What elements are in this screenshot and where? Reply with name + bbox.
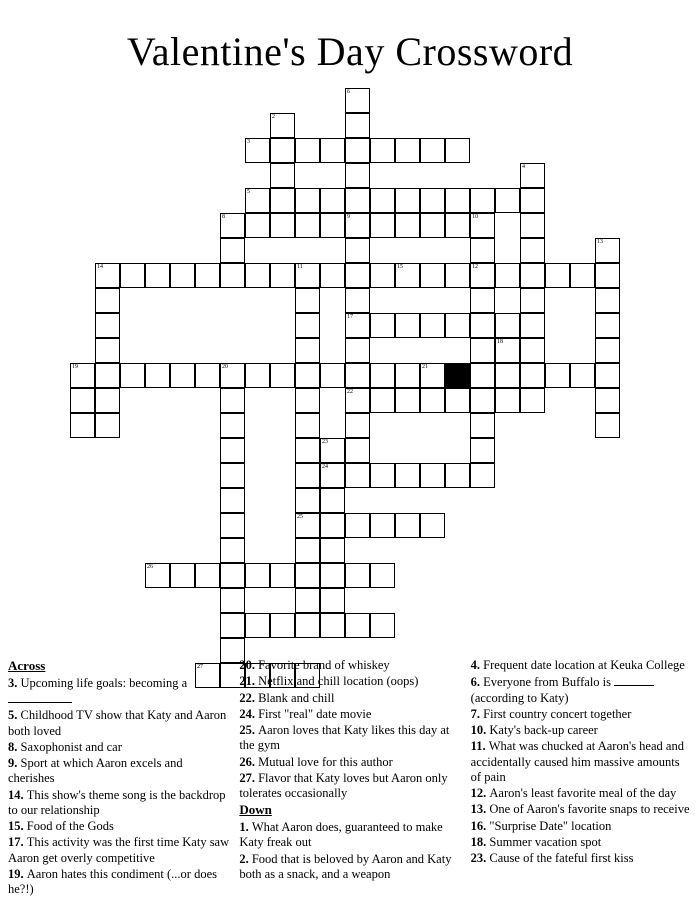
grid-cell[interactable]: [95, 338, 120, 363]
clue-blank: [614, 674, 654, 686]
clue-number: 13.: [470, 802, 490, 817]
grid-cell[interactable]: [345, 163, 370, 188]
grid-cell[interactable]: [370, 463, 395, 488]
clue-item: [239, 852, 460, 883]
grid-cell[interactable]: [195, 263, 220, 288]
clue-text: Food of the Gods: [26, 819, 114, 834]
grid-cell[interactable]: [145, 263, 170, 288]
grid-cell[interactable]: [95, 363, 120, 388]
grid-cell-number: 24: [322, 464, 328, 470]
clue-number: 9.: [8, 756, 21, 771]
clue-text: Saxophonist and car: [20, 739, 122, 754]
grid-cell[interactable]: [470, 363, 495, 388]
grid-cell[interactable]: [220, 588, 245, 613]
grid-cell[interactable]: [70, 413, 95, 438]
grid-cell[interactable]: [120, 263, 145, 288]
grid-cell[interactable]: [495, 363, 520, 388]
clue-item: [8, 676, 229, 708]
grid-cell[interactable]: [395, 263, 420, 288]
grid-cell-number: 22: [347, 389, 353, 395]
grid-cell-number: 9: [347, 214, 350, 220]
grid-cell[interactable]: [320, 438, 345, 463]
grid-cell[interactable]: [370, 363, 395, 388]
grid-cell[interactable]: [495, 188, 520, 213]
grid-cell[interactable]: [320, 613, 345, 638]
grid-cell[interactable]: [270, 263, 295, 288]
clue-item: [239, 707, 460, 722]
grid-cell[interactable]: [220, 438, 245, 463]
grid-cell-number: 14: [97, 264, 103, 270]
grid-cell-number: 23: [322, 439, 328, 445]
grid-cell[interactable]: [520, 238, 545, 263]
grid-cell[interactable]: [245, 563, 270, 588]
grid-cell[interactable]: [270, 163, 295, 188]
grid-cell[interactable]: [220, 538, 245, 563]
clue-item: [8, 819, 229, 834]
grid-cell[interactable]: [70, 363, 95, 388]
grid-cell[interactable]: [370, 188, 395, 213]
clue-column-2: [239, 658, 460, 898]
clue-text: Favorite brand of whiskey: [258, 658, 390, 672]
clue-text: Mutual love for this author: [258, 754, 393, 769]
clue-text: Everyone from Buffalo is: [483, 675, 615, 690]
grid-cell[interactable]: [270, 563, 295, 588]
grid-cell[interactable]: [320, 138, 345, 163]
grid-cell[interactable]: [595, 263, 620, 288]
grid-cell[interactable]: [520, 363, 545, 388]
clue-number: 26.: [239, 754, 259, 769]
grid-cell[interactable]: [345, 363, 370, 388]
grid-cell-blocked: [445, 363, 470, 388]
grid-cell[interactable]: [320, 538, 345, 563]
grid-cell[interactable]: [345, 313, 370, 338]
clue-text: Katy's back-up career: [489, 723, 598, 737]
clue-number: 7.: [470, 706, 484, 721]
grid-cell-number: 27: [197, 664, 203, 670]
grid-cell[interactable]: [245, 138, 270, 163]
grid-cell[interactable]: [345, 388, 370, 413]
grid-cell[interactable]: [295, 413, 320, 438]
grid-cell[interactable]: [495, 338, 520, 363]
grid-cell[interactable]: [320, 488, 345, 513]
grid-cell[interactable]: [370, 313, 395, 338]
grid-cell[interactable]: [320, 188, 345, 213]
grid-cell-number: 2: [272, 114, 275, 120]
clue-number: 6.: [470, 675, 484, 690]
clue-number: 19.: [8, 866, 27, 881]
grid-cell[interactable]: [345, 613, 370, 638]
grid-cell-number: 15: [397, 264, 403, 270]
grid-cell[interactable]: [370, 388, 395, 413]
grid-cell[interactable]: [520, 388, 545, 413]
grid-cell[interactable]: [445, 188, 470, 213]
grid-cell[interactable]: [220, 463, 245, 488]
grid-cell[interactable]: [345, 88, 370, 113]
grid-cell-number: 6: [347, 89, 350, 95]
clue-item: [471, 835, 692, 850]
clue-item: [8, 708, 229, 739]
clue-number: 16.: [470, 818, 490, 833]
grid-cell[interactable]: [520, 163, 545, 188]
grid-cell-number: 4: [522, 164, 525, 170]
grid-cell[interactable]: [595, 338, 620, 363]
grid-cell[interactable]: [470, 263, 495, 288]
clue-number: 14.: [8, 787, 27, 802]
clue-number: 25.: [239, 723, 259, 737]
clue-text: First "real" date movie: [258, 706, 372, 721]
grid-cell[interactable]: [220, 238, 245, 263]
grid-cell[interactable]: [470, 238, 495, 263]
clue-number: 10.: [470, 723, 490, 737]
grid-cell-number: 3: [247, 139, 250, 145]
clue-text: What was chucked at Aaron's head and accidentally caused him massive amounts of pain: [470, 739, 684, 784]
grid-cell-number: 10: [472, 214, 478, 220]
grid-cell[interactable]: [395, 513, 420, 538]
clue-item: [471, 786, 692, 801]
grid-cell[interactable]: [295, 263, 320, 288]
clue-number: 21.: [239, 674, 259, 689]
clue-item: [471, 707, 692, 722]
grid-cell[interactable]: [270, 138, 295, 163]
grid-cell-number: 5: [247, 189, 250, 195]
clue-text: Aaron hates this condiment (...or does he?!): [8, 866, 217, 897]
grid-cell[interactable]: [420, 263, 445, 288]
grid-cell[interactable]: [420, 313, 445, 338]
grid-cell[interactable]: [345, 113, 370, 138]
clue-number: 23.: [470, 851, 490, 865]
clue-number: 17.: [8, 835, 27, 850]
clue-item: [239, 691, 460, 706]
across-heading: Across: [8, 658, 46, 673]
grid-cell[interactable]: [195, 563, 220, 588]
grid-cell[interactable]: [245, 213, 270, 238]
grid-cell[interactable]: [495, 313, 520, 338]
grid-cell[interactable]: [320, 563, 345, 588]
grid-cell[interactable]: [345, 138, 370, 163]
grid-cell[interactable]: [520, 338, 545, 363]
grid-cell[interactable]: [270, 113, 295, 138]
grid-cell[interactable]: [295, 613, 320, 638]
grid-cell[interactable]: [395, 188, 420, 213]
clue-text: Frequent date location at Keuka College: [483, 658, 685, 672]
grid-cell[interactable]: [570, 263, 595, 288]
grid-cell[interactable]: [545, 263, 570, 288]
grid-cell[interactable]: [420, 463, 445, 488]
grid-cell[interactable]: [395, 463, 420, 488]
grid-cell[interactable]: [320, 213, 345, 238]
grid-cell-number: 26: [147, 564, 153, 570]
clue-text: Netflix and chill location (oops): [258, 674, 419, 689]
grid-cell[interactable]: [420, 513, 445, 538]
grid-cell-number: 25: [297, 514, 303, 520]
grid-cell[interactable]: [520, 263, 545, 288]
clue-number: 18.: [470, 834, 490, 849]
grid-cell[interactable]: [470, 438, 495, 463]
grid-cell[interactable]: [345, 338, 370, 363]
clue-number: 12.: [470, 786, 490, 800]
grid-cell[interactable]: [470, 213, 495, 238]
grid-cell-number: 17: [347, 314, 353, 320]
clue-column-3: [471, 658, 692, 898]
clue-number: 8.: [8, 739, 21, 754]
grid-cell[interactable]: [270, 213, 295, 238]
clue-item: [8, 867, 229, 898]
grid-cell[interactable]: [120, 363, 145, 388]
grid-cell-number: 11: [297, 264, 303, 270]
clue-number: 11.: [470, 739, 489, 754]
clue-item: [471, 674, 692, 706]
clue-item: [8, 756, 229, 787]
grid-cell[interactable]: [445, 313, 470, 338]
clue-number: 27.: [239, 770, 259, 785]
grid-cell[interactable]: [395, 363, 420, 388]
grid-cell[interactable]: [295, 213, 320, 238]
clue-number: 2.: [239, 851, 252, 866]
grid-cell[interactable]: [245, 363, 270, 388]
grid-cell[interactable]: [320, 513, 345, 538]
clue-item: [239, 723, 460, 754]
clue-number: 20.: [239, 658, 259, 672]
grid-cell[interactable]: [345, 463, 370, 488]
clue-text: Aaron's least favorite meal of the day: [489, 786, 677, 800]
grid-cell[interactable]: [370, 213, 395, 238]
clue-text: This show's theme song is the backdrop to our relationship: [8, 787, 226, 817]
grid-cell[interactable]: [370, 263, 395, 288]
grid-cell[interactable]: [170, 263, 195, 288]
grid-cell[interactable]: [445, 263, 470, 288]
grid-cell-number: 12: [472, 264, 478, 270]
grid-cell[interactable]: [270, 188, 295, 213]
grid-cell[interactable]: [295, 538, 320, 563]
grid-cell[interactable]: [470, 288, 495, 313]
grid-cell[interactable]: [345, 563, 370, 588]
clue-text: Flavor that Katy loves but Aaron only tolerates occasionally: [239, 770, 448, 800]
grid-cell[interactable]: [95, 263, 120, 288]
grid-cell[interactable]: [295, 563, 320, 588]
grid-cell[interactable]: [270, 613, 295, 638]
clue-item: [239, 820, 460, 851]
grid-cell[interactable]: [395, 313, 420, 338]
grid-cell[interactable]: [470, 413, 495, 438]
down-heading: Down: [239, 802, 272, 818]
clue-item: [471, 723, 692, 738]
grid-cell[interactable]: [520, 288, 545, 313]
clue-item: [239, 755, 460, 770]
clue-item: [8, 835, 229, 866]
grid-cell[interactable]: [445, 213, 470, 238]
grid-cell[interactable]: [295, 463, 320, 488]
clue-text: This activity was the first time Katy saw Aaron get overly competitive: [8, 835, 230, 865]
grid-cell[interactable]: [345, 238, 370, 263]
clue-item: [239, 674, 460, 689]
grid-cell[interactable]: [295, 588, 320, 613]
grid-cell[interactable]: [470, 463, 495, 488]
grid-cell[interactable]: [220, 388, 245, 413]
crossword-page: [0, 30, 700, 910]
clue-text: First country concert together: [483, 706, 632, 721]
clue-item: [8, 740, 229, 755]
grid-cell[interactable]: [320, 263, 345, 288]
grid-cell[interactable]: [595, 238, 620, 263]
grid-cell[interactable]: [320, 588, 345, 613]
grid-cell[interactable]: [595, 413, 620, 438]
grid-cell[interactable]: [220, 563, 245, 588]
grid-cell[interactable]: [270, 363, 295, 388]
clue-item: [471, 819, 692, 834]
grid-cell[interactable]: [395, 388, 420, 413]
grid-cell[interactable]: [220, 613, 245, 638]
grid-cell[interactable]: [245, 613, 270, 638]
grid-cell[interactable]: [295, 488, 320, 513]
grid-cell[interactable]: [95, 413, 120, 438]
grid-cell[interactable]: [570, 363, 595, 388]
grid-cell[interactable]: [145, 363, 170, 388]
grid-cell[interactable]: [520, 313, 545, 338]
grid-cell[interactable]: [420, 388, 445, 413]
grid-cell[interactable]: [345, 438, 370, 463]
grid-cell-number: 13: [597, 239, 603, 245]
clue-number: 5.: [8, 708, 21, 723]
grid-cell[interactable]: [220, 488, 245, 513]
grid-cell[interactable]: [220, 213, 245, 238]
clue-text: Aaron loves that Katy likes this day at the gym: [239, 723, 450, 753]
clue-number: 15.: [8, 819, 27, 834]
clue-text: Childhood TV show that Katy and Aaron both loved: [8, 708, 227, 738]
grid-cell[interactable]: [520, 213, 545, 238]
grid-cell[interactable]: [220, 263, 245, 288]
grid-cell[interactable]: [95, 313, 120, 338]
clue-text: What Aaron does, guaranteed to make Katy freak out: [239, 820, 443, 850]
grid-cell[interactable]: [245, 263, 270, 288]
grid-cell[interactable]: [370, 613, 395, 638]
clue-text: One of Aaron's favorite snaps to receive: [489, 802, 690, 817]
grid-cell[interactable]: [420, 213, 445, 238]
clue-item: [471, 658, 692, 673]
grid-cell[interactable]: [445, 463, 470, 488]
grid-cell-number: 18: [497, 339, 503, 345]
clue-number: 24.: [239, 706, 259, 721]
grid-cell[interactable]: [170, 363, 195, 388]
clue-item: [471, 739, 692, 785]
grid-cell[interactable]: [545, 363, 570, 388]
grid-cell[interactable]: [420, 188, 445, 213]
clue-number: 4.: [470, 658, 484, 672]
grid-cell[interactable]: [445, 138, 470, 163]
grid-cell[interactable]: [595, 388, 620, 413]
grid-cell[interactable]: [295, 288, 320, 313]
grid-cell[interactable]: [345, 188, 370, 213]
clue-text: Blank and chill: [258, 690, 335, 705]
grid-cell[interactable]: [70, 388, 95, 413]
grid-cell[interactable]: [595, 288, 620, 313]
clue-text: Upcoming life goals: becoming a: [20, 675, 188, 690]
grid-cell[interactable]: [445, 388, 470, 413]
grid-cell[interactable]: [395, 213, 420, 238]
grid-cell[interactable]: [595, 363, 620, 388]
grid-cell-number: 21: [422, 364, 428, 370]
clue-text: (according to Katy): [470, 690, 569, 705]
grid-cell[interactable]: [195, 363, 220, 388]
grid-cell[interactable]: [470, 388, 495, 413]
clue-column-1: [8, 658, 229, 898]
grid-cell[interactable]: [295, 513, 320, 538]
grid-cell-number: 20: [222, 364, 228, 370]
clue-text: Food that is beloved by Aaron and Katy both as a snack, and a weapon: [239, 851, 452, 881]
grid-cell[interactable]: [345, 288, 370, 313]
page-title: Valentine's Day Crossword: [126, 29, 574, 74]
grid-cell-number: 8: [222, 214, 225, 220]
grid-cell[interactable]: [370, 513, 395, 538]
grid-cell[interactable]: [220, 363, 245, 388]
grid-cell[interactable]: [220, 513, 245, 538]
grid-cell[interactable]: [295, 438, 320, 463]
clue-number: 1.: [239, 820, 252, 835]
clue-item: [471, 802, 692, 817]
grid-cell[interactable]: [245, 188, 270, 213]
grid-cell[interactable]: [520, 188, 545, 213]
grid-cell[interactable]: [345, 263, 370, 288]
grid-cell[interactable]: [595, 313, 620, 338]
grid-cell[interactable]: [95, 388, 120, 413]
clue-item: [8, 788, 229, 819]
grid-cell[interactable]: [295, 313, 320, 338]
grid-cell[interactable]: [295, 338, 320, 363]
grid-cell[interactable]: [420, 363, 445, 388]
grid-cell[interactable]: [295, 138, 320, 163]
grid-cell[interactable]: [395, 138, 420, 163]
clue-item: [239, 658, 460, 673]
grid-cell[interactable]: [345, 213, 370, 238]
grid-cell[interactable]: [495, 388, 520, 413]
clue-text: Cause of the fateful first kiss: [489, 851, 634, 865]
clue-text: Sport at which Aaron excels and cherishes: [8, 756, 183, 786]
grid-cell[interactable]: [320, 363, 345, 388]
grid-cell[interactable]: [495, 263, 520, 288]
grid-cell[interactable]: [345, 513, 370, 538]
clue-number: 22.: [239, 690, 259, 705]
grid-cell[interactable]: [95, 288, 120, 313]
clue-blank: [8, 691, 72, 703]
grid-cell[interactable]: [295, 363, 320, 388]
grid-cell[interactable]: [420, 138, 445, 163]
grid-cell[interactable]: [470, 338, 495, 363]
grid-cell[interactable]: [345, 413, 370, 438]
clue-text: "Surprise Date" location: [489, 818, 612, 833]
grid-cell[interactable]: [170, 563, 195, 588]
grid-cell[interactable]: [370, 563, 395, 588]
grid-cell[interactable]: [320, 463, 345, 488]
clue-item: [239, 771, 460, 802]
grid-cell-number: 19: [72, 364, 78, 370]
grid-cell[interactable]: [145, 563, 170, 588]
grid-cell[interactable]: [295, 388, 320, 413]
clue-text: Summer vacation spot: [489, 834, 602, 849]
grid-cell[interactable]: [220, 413, 245, 438]
grid-cell[interactable]: [470, 188, 495, 213]
clues-section: [8, 658, 692, 898]
clue-number: 3.: [8, 675, 21, 690]
grid-cell[interactable]: [370, 138, 395, 163]
grid-cell[interactable]: [470, 313, 495, 338]
clue-item: [471, 851, 692, 866]
grid-cell[interactable]: [295, 188, 320, 213]
